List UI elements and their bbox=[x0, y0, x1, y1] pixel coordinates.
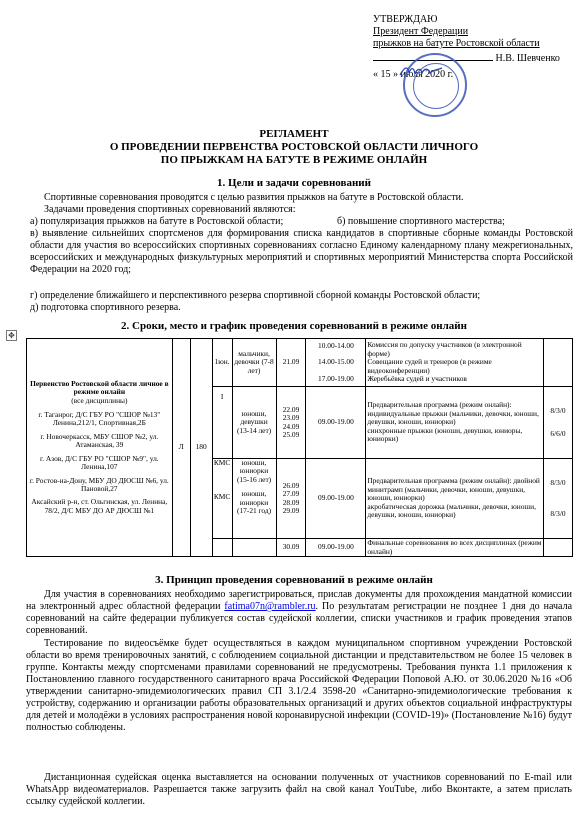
rank-text: КМС bbox=[213, 492, 231, 502]
venue-5: Аксайский р-н, ст. Ольгинская, ул. Ленина, 78/2, Д/С МБУ ДО АР ДЮСШ №1 bbox=[31, 497, 168, 515]
goal-b: б) повышение спортивного мастерства; bbox=[337, 216, 505, 227]
category-cell: Л bbox=[172, 339, 190, 557]
number-text: 6/6/0 bbox=[550, 428, 566, 438]
group-text: юноши, юниорки (17-21 год) bbox=[237, 489, 272, 516]
date-cell: 30.09 bbox=[276, 539, 306, 557]
group-text: юноши, юниорки (15-16 лет) bbox=[236, 458, 272, 484]
table-move-handle-icon[interactable]: ✥ bbox=[6, 330, 17, 341]
rank-cell: 1юн. bbox=[212, 339, 232, 387]
activity-text: Предварительная программа (режим онлайн): двойной минитрамп (мальчики, девочки, юноши, девушки, юноши, юниорки) bbox=[367, 476, 540, 503]
date-cell: 26.09 27.09 28.09 29.09 bbox=[276, 459, 306, 539]
paragraph-text: . По результатам регистрации не позднее 1 дня до начала соревнований на сайте федерации публикуется состав судейской коллегии, списки участников и график проведения этапов соревнований. bbox=[26, 601, 573, 636]
empty-cell bbox=[543, 339, 572, 387]
time-slot: 10.00-14.00 bbox=[318, 340, 354, 350]
date-cell: 22.09 23.09 24.09 25.09 bbox=[276, 387, 306, 459]
goal-v: в) выявление сильнейших спортсменов для формирования списка кандидатов в спортивные сборные команды Ростовской области для участия во всероссийских спортивных соревнованиях согласно Единому календарному плану межрегиональных, всероссийских и международных физкультурных мероприятий и спортивных мероприятий Министерства спорта Российской Федерации на 2020 год; bbox=[30, 228, 573, 275]
goal-d: д) подготовка спортивного резерва. bbox=[30, 302, 181, 313]
section1-paragraph2: Задачами проведения спортивных соревнований являются: bbox=[44, 204, 296, 215]
activity-cell bbox=[366, 387, 544, 459]
approval-date: « 15 » июля 2020 г. bbox=[373, 69, 454, 80]
number-text: 8/3/0 bbox=[550, 406, 566, 416]
empty-cell bbox=[543, 539, 572, 557]
activity-text: Комиссия по допуску участников (в электронной форме) bbox=[367, 340, 522, 358]
event-subtitle: (все дисциплины) bbox=[71, 395, 128, 405]
rank-text: I bbox=[220, 392, 224, 401]
section1-heading: 1. Цели и задачи соревнований bbox=[217, 177, 371, 189]
schedule-table bbox=[26, 338, 573, 557]
section3-paragraph3: Дистанционная судейская оценка выставляется на основании полученных от участников соревнований по E-mail или WhatsApp видеоматериалов. Разрешается также загрузить файл на свой канал YouTube, либо Вконтакте, а затем прислать ссылку судейской коллегии. bbox=[26, 772, 572, 807]
event-title: Первенство Ростовской области личное в режиме онлайн bbox=[30, 378, 169, 397]
activity-text: Предварительная программа (режим онлайн): индивидуальные прыжки (мальчики, девочки, юноши, девушки, юноши, юниорки) bbox=[367, 400, 539, 427]
group-cell: мальчики, девочки (7-8 лет) bbox=[232, 339, 276, 387]
count-cell: 180 bbox=[190, 339, 212, 557]
activity-cell: Финальные соревнования во всех дисциплинах (режим онлайн) bbox=[367, 538, 542, 556]
activity-cell bbox=[366, 459, 544, 539]
section3-heading: 3. Принцип проведения соревнований в режиме онлайн bbox=[155, 574, 433, 586]
goal-g: г) определение ближайшего и перспективного резерва спортивной сборной команды Ростовской области; bbox=[30, 290, 481, 301]
numbers-cell bbox=[543, 459, 572, 539]
section2-heading: 2. Сроки, место и график проведения соревнований в режиме онлайн bbox=[121, 320, 467, 332]
venue-4: г. Ростов-на-Дону, МБУ ДО ДЮСШ №6, ул. Пановой,27 bbox=[29, 475, 169, 493]
activity-cell bbox=[366, 339, 544, 387]
goal-a: а) популяризация прыжков на батуте в Ростовской области; bbox=[30, 216, 284, 227]
time-slot: 14.00-15.00 bbox=[318, 357, 354, 367]
venue-2: г. Новочеркасск, МБУ СШОР №2, ул. Атаманская, 39 bbox=[40, 431, 159, 450]
time-cell: 09.00-19.00 bbox=[306, 387, 366, 459]
document-title-line3: ПО ПРЫЖКАМ НА БАТУТЕ В РЕЖИМЕ ОНЛАЙН bbox=[160, 154, 428, 166]
organization-stamp bbox=[403, 53, 467, 117]
time-cell bbox=[306, 339, 366, 387]
empty-cell bbox=[232, 539, 276, 557]
section1-paragraph1: Спортивные соревнования проводятся с целью развития прыжков на батуте в Ростовской области. bbox=[44, 192, 464, 203]
rank-cell bbox=[212, 459, 232, 539]
approval-position: Президент Федерации bbox=[373, 26, 469, 37]
time-cell: 09.00-19.00 bbox=[306, 539, 366, 557]
venue-1: г. Таганрог, Д/С ГБУ РО "СШОР №13" Ленина,212/1, Спортивная,2Б bbox=[38, 410, 161, 428]
numbers-cell bbox=[543, 387, 572, 459]
rank-text: КМС bbox=[213, 458, 231, 467]
activity-text: Жеребьёвка судей и участников bbox=[367, 374, 467, 384]
section3-paragraph2: Тестирование по видеосъёмке будет осуществляться в каждом муниципальном спортивном учреждении Ростовской области во время тренировочных занятий, с соблюдением социальной дистанции и представительством не более 15 человек в группе. Контакты между спортсменами правилами соревнований не предусмотрены. Требования пункта 1.1 приложения к Постановлению главного государственного санитарного врача Российской Федерации Поповой А.Ю. от 30.06.2020 №16 «Об утверждении санитарно-эпидемиологических правил СП 3.1/2.4 3598-20 «Санитарно-эпидемиологические требования к устройству, содержанию и организации работы образовательных организаций и других объектов социальной инфраструктуры для детей и молодёжи в условиях распространения новой коронавирусной инфекции (COVID-19)» (Постановление №16) будут полностью соблюдены. bbox=[26, 638, 572, 733]
number-text: 8/3/0 bbox=[550, 508, 566, 518]
document-title-line2: О ПРОВЕДЕНИИ ПЕРВЕНСТВА РОСТОВСКОЙ ОБЛАСТИ ЛИЧНОГО bbox=[109, 141, 479, 153]
paragraph-text: Для участия в соревнованиях необходимо зарегистрироваться, прислав документы для прохождения мандатной комиссии на электронный адрес областной федерации bbox=[26, 589, 572, 612]
section3-paragraph1 bbox=[26, 589, 572, 637]
activity-text: акробатическая дорожка (мальчики, девочки, юноши, девушки, юноши, юниорки) bbox=[367, 501, 536, 520]
group-cell bbox=[232, 459, 276, 539]
activity-text: синхронные прыжки (юноши, девушки, юниоры, юниорки) bbox=[367, 425, 523, 444]
rank-cell bbox=[212, 387, 232, 459]
group-text: юноши, девушки (13-14 лет) bbox=[236, 408, 272, 435]
document-title: РЕГЛАМЕНТ bbox=[259, 128, 329, 140]
venue-3: г. Азов, Д/С ГБУ РО "СШОР №9", ул. Ленина,107 bbox=[40, 453, 159, 472]
time-slot: 17.00-19.00 bbox=[318, 373, 354, 383]
approval-signer: Н.В. Шевченко bbox=[495, 53, 560, 64]
activity-text: Совещание судей и тренеров (в режиме видеоконференции) bbox=[367, 357, 492, 375]
event-cell bbox=[27, 339, 173, 557]
federation-email-link[interactable]: fatima07n@rambler.ru bbox=[224, 601, 316, 612]
handwritten-signature bbox=[399, 64, 443, 78]
approval-organization: прыжков на батуте Ростовской области bbox=[373, 38, 540, 49]
date-cell: 21.09 bbox=[276, 339, 306, 387]
group-cell bbox=[232, 387, 276, 459]
number-text: 8/3/0 bbox=[550, 478, 566, 488]
empty-cell bbox=[212, 539, 232, 557]
time-cell: 09.00-19.00 bbox=[306, 459, 366, 539]
approval-heading: УТВЕРЖДАЮ bbox=[373, 14, 438, 25]
